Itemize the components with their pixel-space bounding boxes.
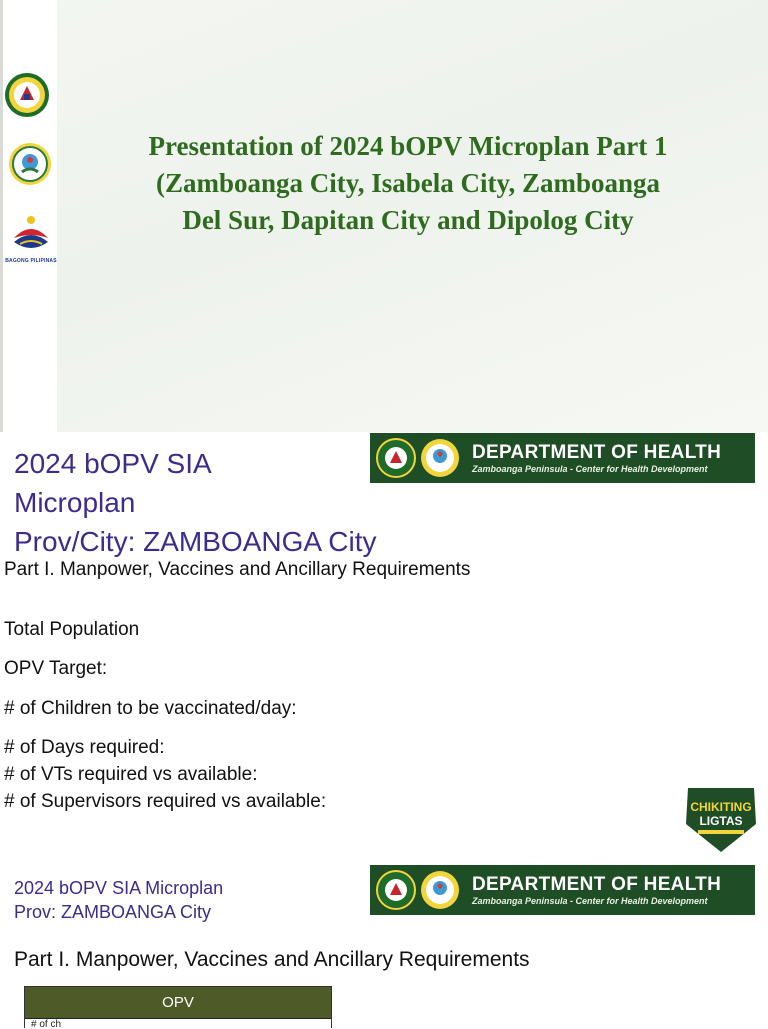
title-slide [0, 0, 768, 432]
list-item: # of Supervisors required vs available: [4, 791, 327, 812]
list-item: # of VTs required vs available: [4, 764, 258, 785]
list-item: # of Children to be vaccinated/day: [4, 698, 297, 719]
chd-seal-icon [8, 142, 52, 186]
heading-line: Prov: ZAMBOANGA City [14, 902, 212, 922]
list-item: OPV Target: [4, 658, 108, 679]
presentation-title [90, 128, 726, 239]
bagong-pilipinas-label: BAGONG PILIPINAS [5, 258, 57, 264]
list-item: # of Days required: [4, 737, 165, 758]
doh-seal-icon [4, 72, 50, 118]
part-heading: Part I. Manpower, Vaccines and Ancillary Requirements [4, 559, 471, 580]
part-heading: Part I. Manpower, Vaccines and Ancillary Requirements [14, 948, 530, 971]
opv-table [24, 986, 332, 1028]
microplan-slide [0, 432, 768, 852]
heading-line: 2024 bOPV SIA [14, 448, 212, 479]
doh-seal-icon [376, 438, 416, 478]
table-row: # of ch [25, 1019, 331, 1029]
title-line: Del Sur, Dapitan City and Dipolog City [182, 205, 634, 235]
banner-subtitle: Zamboanga Peninsula - Center for Health Development [472, 896, 708, 906]
banner-title: DEPARTMENT OF HEALTH [472, 442, 722, 463]
slide-heading [14, 444, 377, 561]
heading-line: 2024 bOPV SIA Microplan [14, 878, 224, 898]
table-header: OPV [25, 987, 331, 1019]
heading-line: Microplan [14, 487, 136, 518]
doh-banner [370, 433, 755, 483]
doh-seal-icon [376, 870, 416, 910]
bagong-pilipinas-logo-icon [10, 214, 52, 258]
banner-subtitle: Zamboanga Peninsula - Center for Health Development [472, 464, 708, 474]
slide-heading [14, 876, 223, 924]
microplan-table-slide [0, 852, 768, 1029]
heading-line: Prov/City: ZAMBOANGA City [14, 526, 377, 557]
badge-text: CHIKITING [690, 800, 752, 814]
list-item: Total Population [4, 619, 140, 640]
banner-title: DEPARTMENT OF HEALTH [472, 874, 722, 895]
chikiting-ligtas-badge-icon [682, 784, 760, 854]
doh-banner [370, 865, 755, 915]
title-line: (Zamboanga City, Isabela City, Zamboanga [155, 168, 661, 198]
chd-seal-icon [420, 870, 460, 910]
title-line: Presentation of 2024 bOPV Microplan Part 1 [148, 131, 668, 161]
badge-text: LIGTAS [699, 814, 743, 828]
chd-seal-icon [420, 438, 460, 478]
